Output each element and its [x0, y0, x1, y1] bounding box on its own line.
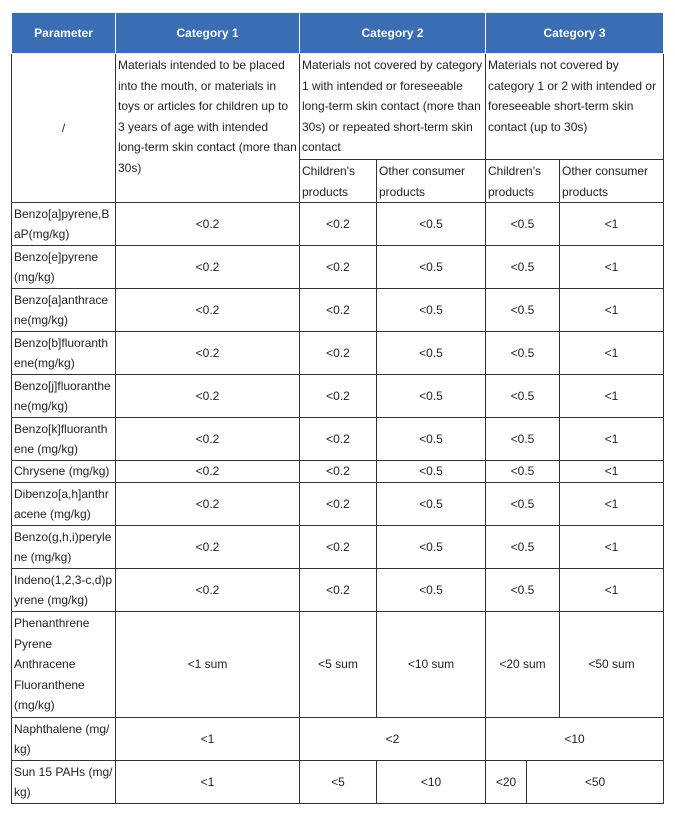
row-cat3-children-value: <0.5: [486, 418, 560, 461]
row-cat3-children-value: <0.5: [486, 289, 560, 332]
row-cat1-value: <0.2: [116, 289, 300, 332]
sum-15-pahs-row: [12, 761, 664, 804]
naphthalene-cat2-value: <2: [300, 718, 486, 761]
sum-row-cat3-other-value: <50 sum: [560, 612, 664, 718]
naphthalene-cat3-value: <10: [486, 718, 664, 761]
sum-row-parameter-line: Fluoranthene: [14, 677, 85, 692]
row-cat2-other-value: <0.5: [377, 418, 486, 461]
slash-cell: /: [12, 54, 116, 203]
row-cat1-value: <0.2: [116, 483, 300, 526]
row-cat2-other-value: <0.5: [377, 461, 486, 483]
table-row: [12, 569, 664, 612]
category-3-description: Materials not covered by category 1 or 2 with intended or foreseeable short-term skin contact (up to 30s): [486, 54, 664, 160]
header-row: [12, 13, 664, 54]
row-cat2-children-value: <0.2: [300, 375, 377, 418]
header-category-2: Category 2: [300, 13, 486, 54]
row-cat2-other-value: <0.5: [377, 569, 486, 612]
sum-row-cat1-value: <1 sum: [116, 612, 300, 718]
row-parameter: Benzo[a]anthracene(mg/kg): [12, 289, 116, 332]
row-cat3-children-value: <0.5: [486, 526, 560, 569]
row-cat3-children-value: <0.5: [486, 461, 560, 483]
header-category-1: Category 1: [116, 13, 300, 54]
naphthalene-row: [12, 718, 664, 761]
row-cat1-value: <0.2: [116, 332, 300, 375]
table-row: [12, 332, 664, 375]
row-cat3-other-value: <1: [560, 332, 664, 375]
row-cat3-other-value: <1: [560, 569, 664, 612]
row-parameter: Benzo(g,h,i)perylene (mg/kg): [12, 526, 116, 569]
pah15-cat2-children-value: <5: [300, 761, 377, 804]
cat3-other-subheader: Other consumer products: [560, 160, 664, 203]
sum-row-parameter-line: Phenanthrene: [14, 616, 90, 631]
cat2-other-subheader: Other consumer products: [377, 160, 486, 203]
pah15-cat3-children-value: <20: [486, 761, 527, 804]
row-cat3-other-value: <1: [560, 203, 664, 246]
row-cat1-value: <0.2: [116, 418, 300, 461]
sum-row-cat2-children-value: <5 sum: [300, 612, 377, 718]
row-cat1-value: <0.2: [116, 203, 300, 246]
sum-row-parameter: [12, 612, 116, 718]
pah-limits-table: [11, 12, 664, 804]
header-parameter: Parameter: [12, 13, 116, 54]
category-2-description: Materials not covered by category 1 with intended or foreseeable long-term skin contact (more than 30s) or repeated short-term skin contact: [300, 54, 486, 160]
row-cat3-other-value: <1: [560, 375, 664, 418]
row-cat2-other-value: <0.5: [377, 375, 486, 418]
row-cat3-children-value: <0.5: [486, 246, 560, 289]
sum-4-pahs-row: [12, 612, 664, 718]
row-cat3-other-value: <1: [560, 461, 664, 483]
description-row: [12, 54, 664, 160]
pah15-cat1-value: <1: [116, 761, 300, 804]
sum-row-cat3-children-value: <20 sum: [486, 612, 560, 718]
table-row: [12, 203, 664, 246]
row-cat3-other-value: <1: [560, 246, 664, 289]
row-cat3-children-value: <0.5: [486, 332, 560, 375]
row-cat2-children-value: <0.2: [300, 569, 377, 612]
row-cat3-other-value: <1: [560, 526, 664, 569]
table-row: [12, 461, 664, 483]
row-parameter: Chrysene (mg/kg): [12, 461, 116, 483]
row-cat2-other-value: <0.5: [377, 246, 486, 289]
cat2-children-subheader: Children's products: [300, 160, 377, 203]
table-row: [12, 289, 664, 332]
table-row: [12, 483, 664, 526]
row-cat2-children-value: <0.2: [300, 332, 377, 375]
table-row: [12, 526, 664, 569]
row-cat1-value: <0.2: [116, 246, 300, 289]
row-parameter: Indeno(1,2,3-c,d)pyrene (mg/kg): [12, 569, 116, 612]
pah15-cat2-other-value: <10: [377, 761, 486, 804]
row-parameter: Benzo[a]pyrene,BaP(mg/kg): [12, 203, 116, 246]
row-cat2-children-value: <0.2: [300, 418, 377, 461]
row-cat2-children-value: <0.2: [300, 203, 377, 246]
row-parameter: Dibenzo[a,h]anthracene (mg/kg): [12, 483, 116, 526]
pah15-parameter: Sun 15 PAHs (mg/kg): [12, 761, 116, 804]
row-cat2-children-value: <0.2: [300, 461, 377, 483]
row-cat2-children-value: <0.2: [300, 246, 377, 289]
row-cat1-value: <0.2: [116, 569, 300, 612]
header-category-3: Category 3: [486, 13, 664, 54]
sum-row-cat2-other-value: <10 sum: [377, 612, 486, 718]
row-cat1-value: <0.2: [116, 375, 300, 418]
row-cat1-value: <0.2: [116, 461, 300, 483]
row-cat3-other-value: <1: [560, 418, 664, 461]
table-row: [12, 375, 664, 418]
sum-row-parameter-line: Anthracene: [14, 657, 76, 672]
row-parameter: Benzo[b]fluoranthene(mg/kg): [12, 332, 116, 375]
row-cat3-other-value: <1: [560, 483, 664, 526]
row-cat2-other-value: <0.5: [377, 332, 486, 375]
row-parameter: Benzo[j]fluoranthene(mg/kg): [12, 375, 116, 418]
naphthalene-parameter: Naphthalene (mg/kg): [12, 718, 116, 761]
sum-row-parameter-line: Pyrene: [14, 636, 53, 651]
row-cat1-value: <0.2: [116, 526, 300, 569]
row-cat2-other-value: <0.5: [377, 203, 486, 246]
row-cat3-other-value: <1: [560, 289, 664, 332]
row-cat3-children-value: <0.5: [486, 375, 560, 418]
row-cat2-children-value: <0.2: [300, 289, 377, 332]
table-row: [12, 418, 664, 461]
naphthalene-cat1-value: <1: [116, 718, 300, 761]
row-parameter: Benzo[e]pyrene (mg/kg): [12, 246, 116, 289]
table-row: [12, 246, 664, 289]
row-cat2-other-value: <0.5: [377, 526, 486, 569]
row-cat2-children-value: <0.2: [300, 483, 377, 526]
sum-row-parameter-line: (mg/kg): [14, 698, 55, 713]
pah15-cat3-other-value: <50: [527, 761, 664, 804]
row-cat3-children-value: <0.5: [486, 569, 560, 612]
row-cat2-other-value: <0.5: [377, 483, 486, 526]
row-cat3-children-value: <0.5: [486, 483, 560, 526]
row-cat2-other-value: <0.5: [377, 289, 486, 332]
row-cat2-children-value: <0.2: [300, 526, 377, 569]
cat3-children-subheader: Children's products: [486, 160, 560, 203]
row-parameter: Benzo[k]fluoranthene (mg/kg): [12, 418, 116, 461]
category-1-description: Materials intended to be placed into the mouth, or materials in toys or articles for children up to 3 years of age with intended long-term skin contact (more than 30s): [116, 54, 300, 203]
row-cat3-children-value: <0.5: [486, 203, 560, 246]
